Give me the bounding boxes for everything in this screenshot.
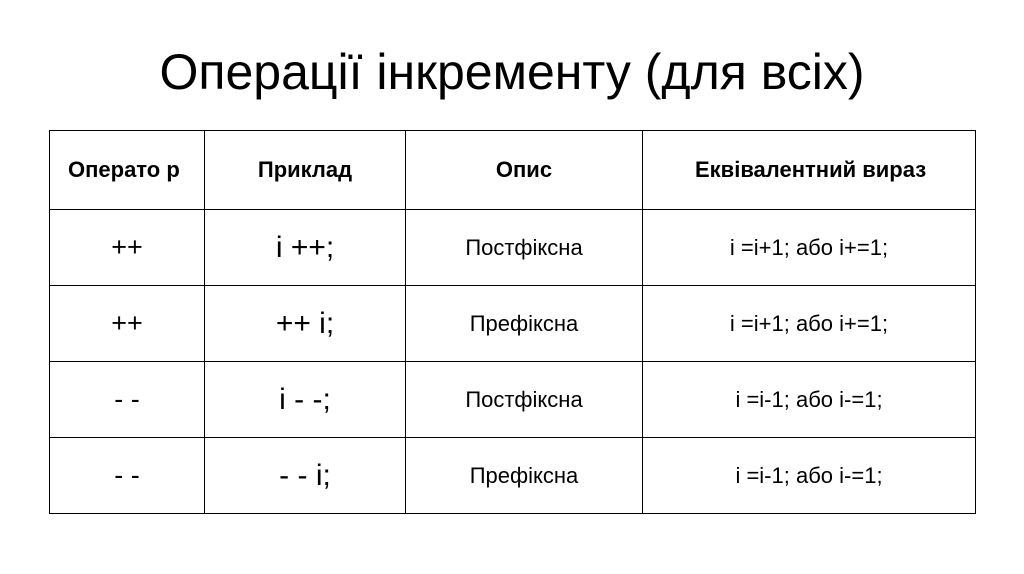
- header-description: Опис: [406, 131, 643, 210]
- header-example: Приклад: [205, 131, 406, 210]
- cell-example: - - i;: [205, 438, 406, 514]
- cell-equivalent: i =i+1; або i+=1;: [643, 286, 976, 362]
- table-header-row: [50, 131, 976, 210]
- header-operator: Операто р: [50, 131, 205, 210]
- table-row: [50, 210, 976, 286]
- cell-example: i ++;: [205, 210, 406, 286]
- cell-equivalent: i =i-1; або i-=1;: [643, 362, 976, 438]
- cell-operator: ++: [50, 286, 205, 362]
- cell-example: i - -;: [205, 362, 406, 438]
- header-equivalent: Еквівалентний вираз: [643, 131, 976, 210]
- cell-description: Префіксна: [406, 286, 643, 362]
- cell-example: ++ i;: [205, 286, 406, 362]
- cell-description: Постфіксна: [406, 210, 643, 286]
- table-row: [50, 286, 976, 362]
- table-row: [50, 362, 976, 438]
- cell-operator: - -: [50, 362, 205, 438]
- cell-equivalent: i =i-1; або i-=1;: [643, 438, 976, 514]
- cell-description: Постфіксна: [406, 362, 643, 438]
- cell-equivalent: i =i+1; або i+=1;: [643, 210, 976, 286]
- slide-title: Операції інкременту (для всіх): [159, 44, 865, 100]
- table-row: [50, 438, 976, 514]
- increment-operations-table: [49, 130, 976, 514]
- cell-operator: - -: [50, 438, 205, 514]
- cell-operator: ++: [50, 210, 205, 286]
- cell-description: Префіксна: [406, 438, 643, 514]
